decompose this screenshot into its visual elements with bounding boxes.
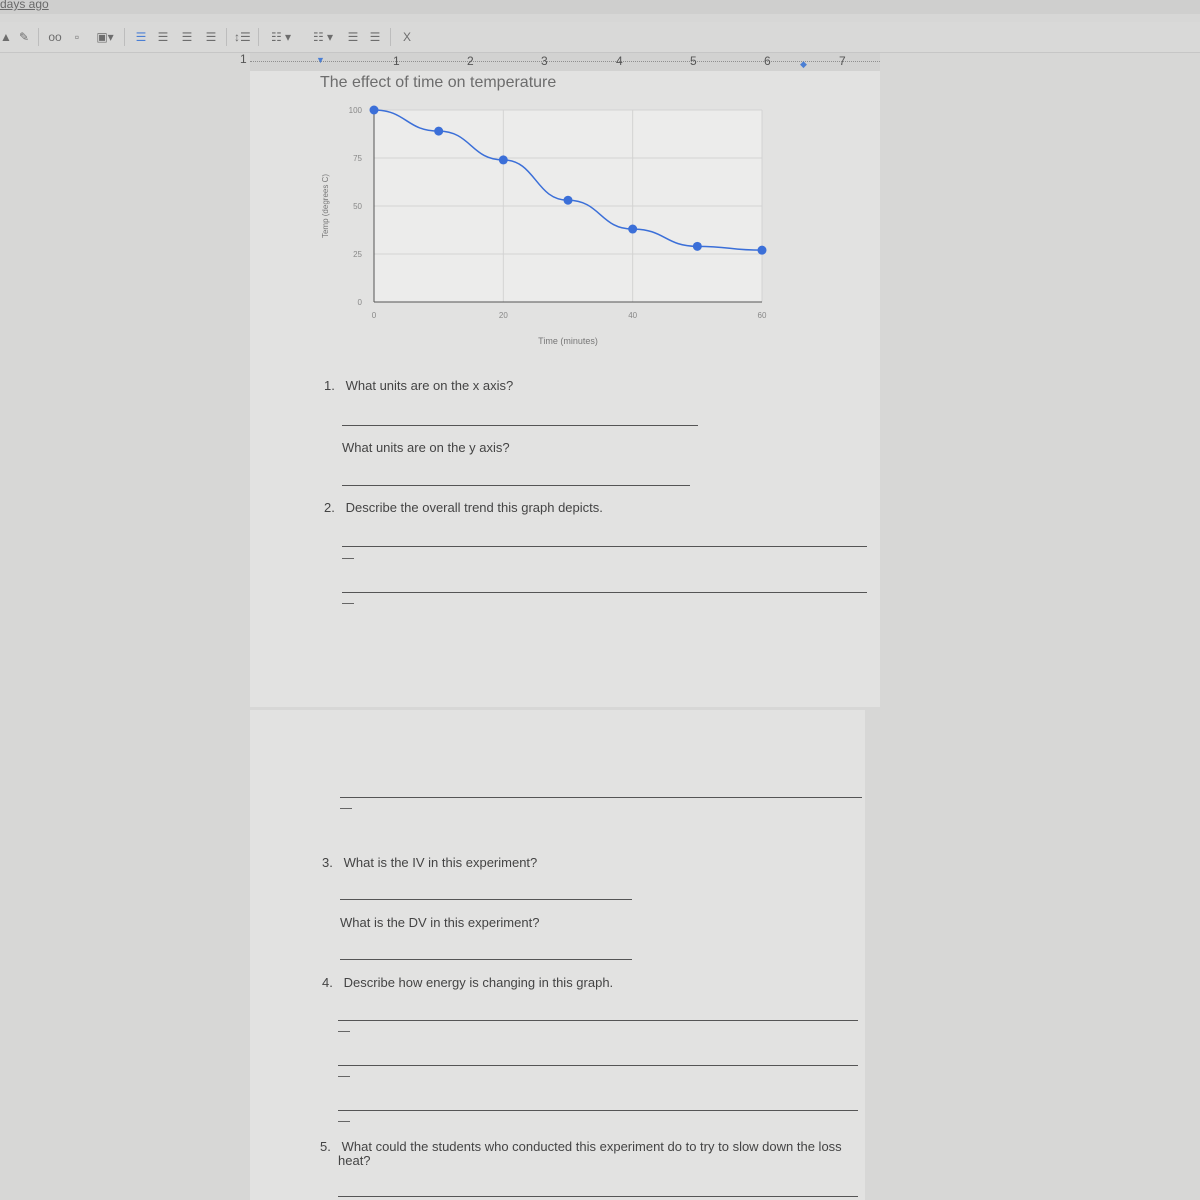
question-text: What units are on the y axis? <box>342 440 510 455</box>
line-spacing-icon[interactable]: ↕☰ <box>234 30 251 44</box>
last-edit-link[interactable]: days ago <box>0 0 49 11</box>
answer-line[interactable] <box>342 425 698 426</box>
ruler-number: 6 <box>764 54 771 68</box>
data-point <box>370 106 379 115</box>
ruler-number: 1 <box>393 54 400 68</box>
question-3b <box>340 915 539 930</box>
data-point <box>499 155 508 164</box>
question-text: heat? <box>338 1153 371 1168</box>
y-axis-label: Temp (degrees C) <box>321 173 330 239</box>
x-tick-label: 40 <box>628 311 638 320</box>
toolbar-divider <box>258 28 259 46</box>
answer-line[interactable] <box>340 959 632 960</box>
align-center-icon[interactable]: ☰ <box>157 30 169 44</box>
x-tick-label: 0 <box>371 311 377 320</box>
data-point <box>758 246 767 255</box>
right-indent-marker-icon[interactable]: ◆ <box>800 59 807 69</box>
question-2 <box>324 500 603 515</box>
top-strip <box>0 0 1200 14</box>
question-1b <box>342 440 510 455</box>
answer-line[interactable] <box>338 1110 858 1111</box>
y-tick-label: 25 <box>353 250 362 259</box>
decrease-indent-icon[interactable]: ☰ <box>347 30 359 44</box>
ruler-number: 7 <box>839 54 846 68</box>
toolbar-divider <box>226 28 227 46</box>
question-number: 5. <box>320 1139 331 1154</box>
answer-line[interactable] <box>342 546 867 547</box>
ruler-track <box>250 61 880 63</box>
text-color-icon[interactable]: ▲ <box>0 30 12 44</box>
increase-indent-icon[interactable]: ☰ <box>369 30 381 44</box>
ruler-number: 3 <box>541 54 548 68</box>
line-chart[interactable] <box>310 98 790 358</box>
formatting-toolbar <box>0 22 1200 53</box>
data-point <box>628 225 637 234</box>
answer-line[interactable] <box>342 592 867 593</box>
align-right-icon[interactable]: ☰ <box>181 30 193 44</box>
ruler[interactable] <box>250 53 880 71</box>
answer-line[interactable] <box>340 899 632 900</box>
question-5 <box>320 1139 842 1154</box>
question-1 <box>324 378 513 393</box>
numbered-list-icon[interactable]: ☷ ▾ <box>270 30 292 44</box>
document-page[interactable] <box>250 710 865 1200</box>
question-text: Describe how energy is changing in this graph. <box>343 975 614 990</box>
ruler-number: 4 <box>616 54 623 68</box>
question-4 <box>322 975 613 990</box>
toolbar-divider <box>390 28 391 46</box>
x-axis-label: Time (minutes) <box>538 336 598 346</box>
answer-line-dash <box>338 1076 350 1077</box>
question-text: What could the students who conducted this experiment do to try to slow down the loss <box>341 1139 842 1154</box>
question-5-continued <box>338 1153 371 1168</box>
insert-comment-icon[interactable]: ▫ <box>74 30 80 44</box>
answer-line-dash <box>342 558 354 559</box>
x-tick-label: 60 <box>757 311 767 320</box>
toolbar-divider <box>124 28 125 46</box>
question-text: What units are on the x axis? <box>345 378 514 393</box>
question-text: What is the IV in this experiment? <box>343 855 538 870</box>
align-left-icon[interactable]: ☰ <box>135 30 147 44</box>
question-number: 1. <box>324 378 335 393</box>
answer-line[interactable] <box>338 1196 858 1197</box>
bulleted-list-icon[interactable]: ☷ ▾ <box>312 30 334 44</box>
toolbar-divider <box>38 28 39 46</box>
indent-marker-icon[interactable]: ▼ <box>316 55 325 65</box>
question-number: 2. <box>324 500 335 515</box>
answer-line[interactable] <box>340 797 862 798</box>
answer-line[interactable] <box>342 485 690 486</box>
answer-line[interactable] <box>338 1020 858 1021</box>
question-text: What is the DV in this experiment? <box>340 915 540 930</box>
clear-formatting-icon[interactable]: X <box>402 30 411 44</box>
align-justify-icon[interactable]: ☰ <box>205 30 217 44</box>
answer-line[interactable] <box>338 1065 858 1066</box>
data-point <box>693 242 702 251</box>
question-3 <box>322 855 537 870</box>
question-text: Describe the overall trend this graph depicts. <box>345 500 603 515</box>
answer-line-dash <box>338 1031 350 1032</box>
ruler-left-number: 1 <box>240 52 247 66</box>
insert-link-icon[interactable]: oo <box>48 30 62 44</box>
data-point <box>434 127 443 136</box>
y-tick-label: 50 <box>353 202 362 211</box>
question-number: 3. <box>322 855 333 870</box>
chart-title: The effect of time on temperature <box>320 74 557 91</box>
y-tick-label: 0 <box>357 298 362 307</box>
highlight-pen-icon[interactable]: ✎ <box>18 30 30 44</box>
question-number: 4. <box>322 975 333 990</box>
y-tick-label: 75 <box>353 154 362 163</box>
ruler-number: 2 <box>467 54 474 68</box>
ruler-number: 5 <box>690 54 697 68</box>
data-point <box>564 196 573 205</box>
x-tick-label: 20 <box>498 311 508 320</box>
answer-line-dash <box>338 1121 350 1122</box>
answer-line-dash <box>340 808 352 809</box>
answer-line-dash <box>342 603 354 604</box>
y-tick-label: 100 <box>348 106 362 115</box>
insert-image-icon[interactable]: ▣▾ <box>96 30 114 44</box>
